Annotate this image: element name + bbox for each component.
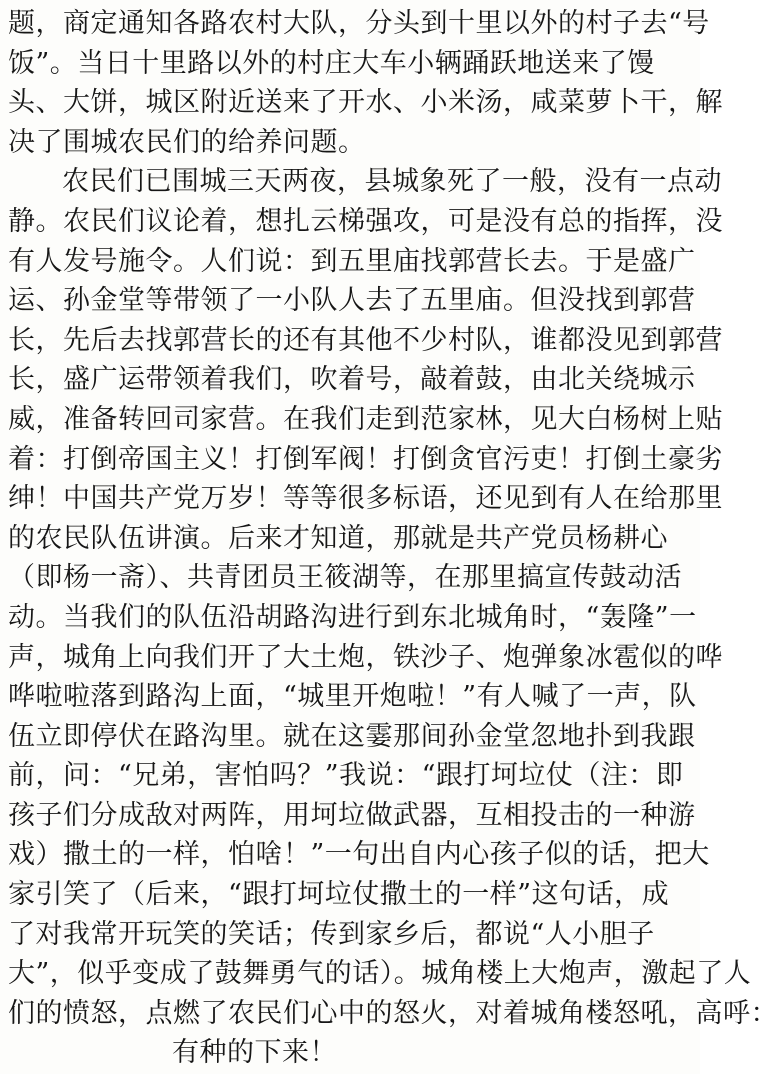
text-line: 静。农民们议论着，想扎云梯强攻，可是没有总的指挥，没 bbox=[8, 205, 723, 237]
text-line: 决了围城农民们的给养问题。 bbox=[8, 126, 366, 158]
text-line: 戏）撒土的一样，怕啥！”一句出自内心孩子似的话，把大 bbox=[8, 839, 710, 871]
text-line: 头、大饼，城区附近送来了开水、小米汤，咸菜萝卜干，解 bbox=[8, 87, 723, 119]
text-line: 声，城角上向我们开了大土炮，铁沙子、炮弹象冰雹似的哗 bbox=[8, 641, 723, 673]
text-line: 饭”。当日十里路以外的村庄大车小辆踊跃地送来了馒 bbox=[8, 47, 655, 79]
text-line: 运、孙金堂等带领了一小队人去了五里庙。但没找到郭营 bbox=[8, 285, 696, 317]
text-line: 着：打倒帝国主义！打倒军阀！打倒贪官污吏！打倒土豪劣 bbox=[8, 443, 723, 475]
text-line: 绅！中国共产党万岁！等等很多标语，还见到有人在给那里 bbox=[8, 483, 723, 515]
paragraph-first-line: 农民们已围城三天两夜，县城象死了一般，没有一点动 bbox=[62, 166, 722, 198]
text-line: 孩子们分成敌对两阵，用坷垃做武器，互相投击的一种游 bbox=[8, 799, 696, 831]
text-line: 题，商定通知各路农村大队，分头到十里以外的村子去“号 bbox=[8, 8, 710, 39]
text-line: 动。当我们的队伍沿胡路沟进行到东北城角时，“轰隆”一 bbox=[8, 601, 697, 633]
text-line: 们的愤怒，点燃了农民们心中的怒火，对着城角楼怒吼，高呼： bbox=[8, 997, 778, 1029]
text-line: 前，问：“兄弟，害怕吗？”我说：“跟打坷垃仗（注：即 bbox=[8, 760, 684, 792]
text-line: 长，盛广运带领着我们，吹着号，敲着鼓，由北关绕城示 bbox=[8, 364, 696, 396]
text-line: 哗啦啦落到路沟上面，“城里开炮啦！”有人喊了一声，队 bbox=[8, 681, 697, 713]
text-line: 了对我常开玩笑的笑话；传到家乡后，都说“人小胆子 bbox=[8, 918, 655, 950]
text-line: 伍立即停伏在路沟里。就在这霎那间孙金堂忽地扑到我跟 bbox=[8, 720, 696, 752]
text-line: 威，准备转回司家营。在我们走到范家林，见大白杨树上贴 bbox=[8, 403, 723, 435]
text-line: 的农民队伍讲演。后来才知道，那就是共产党员杨耕心 bbox=[8, 522, 668, 554]
text-line: （即杨一斋）、共青团员王筱湖等，在那里搞宣传鼓动活 bbox=[8, 562, 682, 594]
text-line: 有人发号施令。人们说：到五里庙找郭营长去。于是盛广 bbox=[8, 245, 696, 277]
text-line: 家引笑了（后来，“跟打坷垃仗撒土的一样”这句话，成 bbox=[8, 879, 670, 911]
closing-line: 有种的下来！ bbox=[172, 1037, 337, 1069]
text-line: 长，先后去找郭营长的还有其他不少村队，谁都没见到郭营 bbox=[8, 324, 723, 356]
text-line: 大”，似乎变成了鼓舞勇气的话）。城角楼上大炮声，激起了人 bbox=[8, 958, 752, 990]
